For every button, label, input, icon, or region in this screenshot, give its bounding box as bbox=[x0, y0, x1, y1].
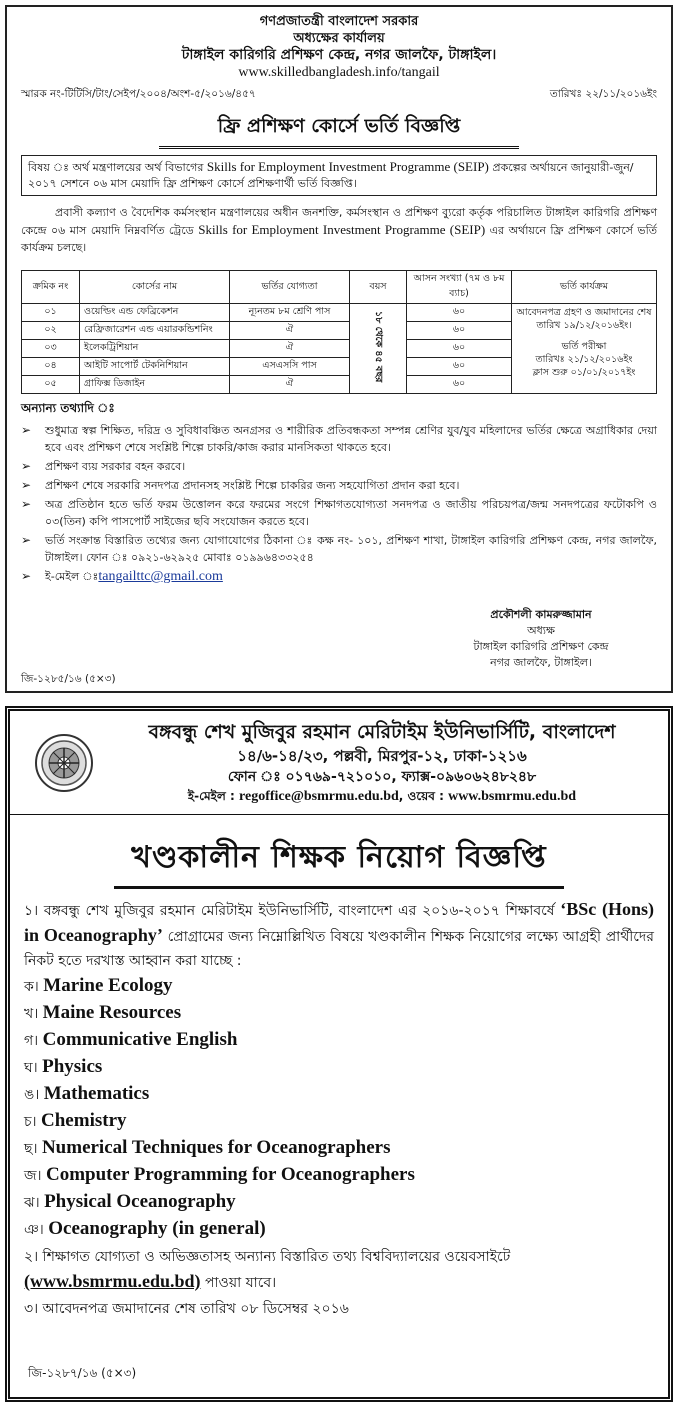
col-age: বয়স bbox=[350, 271, 407, 304]
university-phone: ফোন ঃ ০১৭৬৯-৭২১০১০, ফ্যাক্স-০৯৬০৬২৪৮২৪৮ bbox=[227, 769, 537, 785]
ad-code: জি-১২৮৭/১৬ (৫×৩) bbox=[28, 1366, 137, 1380]
tangail-ttc-notice bbox=[5, 5, 673, 693]
list-item: জ। Computer Programming for Oceanographers bbox=[24, 1164, 415, 1185]
list-item: ➢ অত্র প্রতিষ্ঠান হতে ভর্তি ফরম উত্তোলন করে ফরমের সংগে শিক্ষাগতযোগ্যতা সনদপত্র ও জাতীয় পরিচয়পত্র/জন্ম সনদপত্রের ফটোকপি ও ০৩(তিন) কপি পাসপোর্ট সাইজের ছবি সংযোজন করতে হবে। bbox=[21, 497, 657, 528]
table-header-row bbox=[22, 271, 657, 304]
website-link[interactable]: (www.bsmrmu.edu.bd) bbox=[24, 1271, 201, 1291]
institute-website: www.skilledbangladesh.info/tangail bbox=[238, 65, 440, 80]
table-row: ০৪ আইটি সাপোর্ট টেকনিশিয়ান এসএসসি পাস ৬০ bbox=[22, 358, 657, 376]
list-item: ঙ। Mathematics bbox=[24, 1083, 150, 1104]
memo-date: তারিখঃ ২২/১১/২০১৬ইং bbox=[549, 88, 657, 100]
notice-title: ফ্রি প্রশিক্ষণ কোর্সে ভর্তি বিজ্ঞপ্তি bbox=[159, 112, 519, 149]
notice-title: খণ্ডকালীন শিক্ষক নিয়োগ বিজ্ঞপ্তি bbox=[114, 833, 564, 889]
memo-number: স্মারক নং-টিটিসি/টাং/সেইপ/২০০৪/অংশ-৫/২০১৬/৪৫৭ bbox=[21, 88, 256, 100]
list-item: ➢ ভর্তি সংক্রান্ত বিস্তারিত তথ্যের জন্য যোগাযোগের ঠিকানা ঃ কক্ষ নং- ১০১, প্রশিক্ষণ শাখা, টাঙ্গাইল কারিগরি প্রশিক্ষণ কেন্দ্র, নগর জালফৈ, টাঙ্গাইল। ফোন ঃ ০৯২১-৬২৯২৫ মোবাঃ ০১৯৯৬৪৩৩২৫৪ bbox=[21, 533, 657, 564]
list-item: ➢ প্রশিক্ষণ ব্যয় সরকার বহন করবে। bbox=[21, 459, 186, 473]
intro-paragraph: প্রবাসী কল্যাণ ও বৈদেশিক কর্মসংস্থান মন্ত্রণালয়ের অধীন জনশক্তি, কর্মসংস্থান ও প্রশিক্ষণ ব্যুরো কর্তৃক পরিচালিত টাঙ্গাইল কারিগরি প্রশিক্ষণ কেন্দ্রে ০৬ মাস মেয়াদি নিম্নবর্ণিত ট্রেডে Skills for Employment Investment Programme (SEIP) এর অর্থায়নে ফ্রি প্রশিক্ষণ কোর্সে ভর্তি কার্যক্রম চলছে। bbox=[21, 206, 657, 254]
col-seats: আসন সংখ্যা (৭ম ও ৮ম ব্যাচ) bbox=[407, 271, 512, 304]
paragraph-1: ১। বঙ্গবন্ধু শেখ মুজিবুর রহমান মেরিটাইম ইউনিভার্সিটি, বাংলাদেশ এর ২০১৬-২০১৭ শিক্ষাবর্ষে ‘BSc (Hons) in Oceanography’ প্রোগ্রামের জন্য নিম্নোল্লিখিত বিষয়ে খণ্ডকালীন শিক্ষক নিয়োগের লক্ষ্যে আগ্রহী প্রার্থীদের নিকট হতে দরখাস্ত আহ্বান করা যাচ্ছে : bbox=[24, 899, 654, 969]
table-row: ০৩ ইলেকট্রিশিয়ান ঐ ৬০ bbox=[22, 340, 657, 358]
subject-list bbox=[24, 973, 654, 1243]
list-item: গ। Communicative English bbox=[24, 1029, 238, 1050]
arrow-bullet-icon: ➢ bbox=[21, 423, 32, 437]
table-row: ০২ রেফ্রিজারেশন এন্ড এয়ারকন্ডিশনিং ঐ ৬০ bbox=[22, 322, 657, 340]
age-cell: ১৮ থেকে ৪৫ বছর bbox=[350, 304, 407, 394]
university-contact: ই-মেইল : regoffice@bsmrmu.edu.bd, ওয়েব : www.bsmrmu.edu.bd bbox=[187, 789, 577, 804]
signature-block: প্রকৌশলী কামরুজ্জামান অধ্যক্ষ টাঙ্গাইল কারিগরি প্রশিক্ষণ কেন্দ্র নগর জালফৈ, টাঙ্গাইল। bbox=[473, 608, 609, 669]
list-item: খ। Maine Resources bbox=[24, 1002, 182, 1023]
govt-header: গণপ্রজাতন্ত্রী বাংলাদেশ সরকার bbox=[259, 14, 419, 29]
arrow-bullet-icon: ➢ bbox=[21, 497, 32, 511]
university-name: বঙ্গবন্ধু শেখ মুজিবুর রহমান মেরিটাইম ইউনিভার্সিটি, বাংলাদেশ bbox=[148, 721, 616, 743]
list-item: ➢ শুধুমাত্র স্বল্প শিক্ষিত, দরিদ্র ও সুবিধাবঞ্চিত অনগ্রসর ও শারীরিক প্রতিবন্ধকতা সম্পন্ন শ্রেণির যুব/যুব মহিলাদের ভর্তির ক্ষেত্রে অগ্রাধিকার দেয়া হবে এবং প্রশিক্ষণ শেষে সংশ্লিষ্ট শিল্পে চাকরি/কাজ করার মানসিকতা থাকতে হবে। bbox=[21, 423, 657, 454]
university-header bbox=[24, 719, 654, 806]
col-serial: ক্রমিক নং bbox=[22, 271, 80, 304]
paragraph-2: ২। শিক্ষাগত যোগ্যতা ও অভিজ্ঞতাসহ অন্যান্য বিস্তারিত তথ্য বিশ্ববিদ্যালয়ের ওয়েবসাইটে (www.bsmrmu.edu.bd) পাওয়া যাবে। bbox=[24, 1249, 511, 1291]
ad-code: জি-১২৮৫/১৬ (৫×৩) bbox=[21, 673, 116, 685]
arrow-bullet-icon: ➢ bbox=[21, 459, 32, 473]
col-qualification: ভর্তির যোগ্যতা bbox=[230, 271, 350, 304]
bsmrmu-notice bbox=[5, 706, 673, 1402]
arrow-bullet-icon: ➢ bbox=[21, 569, 32, 583]
list-item: ঝ। Physical Oceanography bbox=[24, 1191, 236, 1212]
list-item: ঞ। Oceanography (in general) bbox=[24, 1218, 266, 1239]
email-link[interactable]: tangailttc@gmail.com bbox=[98, 569, 223, 584]
paragraph-3: ৩। আবেদনপত্র জমাদানের শেষ তারিখ ০৮ ডিসেম্বর ২০১৬ bbox=[24, 1301, 349, 1317]
other-info-heading: অন্যান্য তথ্যাদি ঃ bbox=[21, 401, 115, 415]
col-course: কোর্সের নাম bbox=[80, 271, 230, 304]
list-item: ➢ প্রশিক্ষণ শেষে সরকারি সনদপত্র প্রদানসহ সংশ্লিষ্ট শিল্পে চাকরির জন্য সহযোগিতা প্রদান করা হবে। bbox=[21, 478, 460, 492]
email-link[interactable]: regoffice@bsmrmu.edu.bd bbox=[239, 789, 399, 804]
list-item: চ। Chemistry bbox=[24, 1110, 127, 1131]
university-logo-icon bbox=[34, 733, 94, 793]
institute-header: টাঙ্গাইল কারিগরি প্রশিক্ষণ কেন্দ্র, নগর জালফৈ, টাঙ্গাইল। bbox=[181, 47, 497, 63]
arrow-bullet-icon: ➢ bbox=[21, 533, 32, 547]
course-table bbox=[21, 270, 657, 394]
list-item: ক। Marine Ecology bbox=[24, 975, 173, 996]
notice-subject: বিষয় ঃ অর্থ মন্ত্রণালয়ের অর্থ বিভাগের Skills for Employment Investment Programme (SEIP) প্রকল্পের অর্থায়নে জানুয়ারী-জুন/২০১৭ সেশনে ০৬ মাস মেয়াদি ফ্রি প্রশিক্ষণ কোর্সে প্রশিক্ষণার্থী ভর্তি বিজ্ঞপ্তি। bbox=[21, 155, 657, 196]
divider bbox=[10, 814, 668, 815]
col-activity: ভর্তি কার্যক্রম bbox=[512, 271, 657, 304]
website-link[interactable]: www.bsmrmu.edu.bd bbox=[448, 789, 577, 804]
table-row: ০১ ওয়েল্ডিং এন্ড ফেব্রিকেশন ন্যূনতম ৮ম শ্রেণি পাস ১৮ থেকে ৪৫ বছর ৬০ আবেদনপত্র গ্রহণ ও জমাদানের শেষ তারিখ ১৯/১২/২০১৬ইং। ভর্তি পরীক্ষা তারিখঃ ২১/১২/২০১৬ইং ক্লাস শুরু ০১/০১/২০১৭ইং bbox=[22, 304, 657, 322]
table-row: ০৫ গ্রাফিক্স ডিজাইন ঐ ৬০ bbox=[22, 376, 657, 394]
memo-row bbox=[21, 87, 657, 104]
activity-cell: আবেদনপত্র গ্রহণ ও জমাদানের শেষ তারিখ ১৯/১২/২০১৬ইং। ভর্তি পরীক্ষা তারিখঃ ২১/১২/২০১৬ইং ক্লাস শুরু ০১/০১/২০১৭ইং bbox=[512, 304, 657, 394]
office-header: অধ্যক্ষের কার্যালয় bbox=[293, 31, 385, 46]
arrow-bullet-icon: ➢ bbox=[21, 478, 32, 492]
university-address: ১৪/৬-১৪/২৩, পল্লবী, মিরপুর-১২, ঢাকা-১২১৬ bbox=[237, 747, 527, 765]
list-item: ঘ। Physics bbox=[24, 1056, 103, 1077]
list-item: ছ। Numerical Techniques for Oceanographers bbox=[24, 1137, 391, 1158]
list-item-email: ➢ ই-মেইল ঃ tangailttc@gmail.com bbox=[21, 569, 223, 584]
